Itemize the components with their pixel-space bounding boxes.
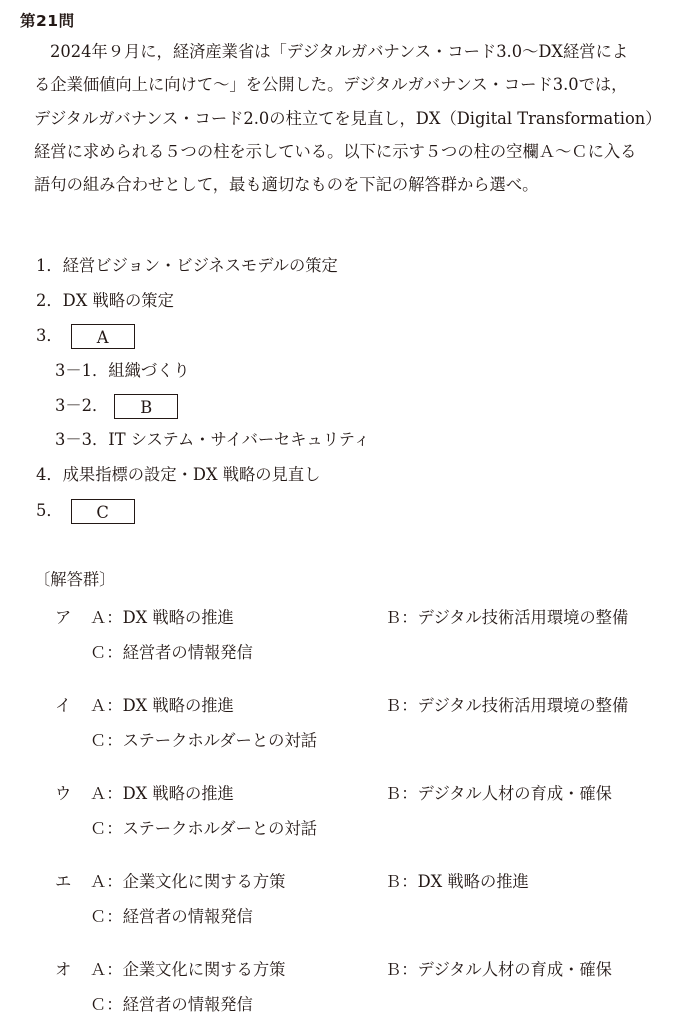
option-label: ア [55, 608, 72, 627]
option-b-text: Ｂ：DX 戦略の推進 [385, 872, 529, 891]
pillar-item-2 [36, 290, 174, 312]
pillar-number: 3－1． [55, 361, 109, 380]
paragraph-line: 語句の組み合わせとして，最も適切なものを下記の解答群から選べ。 [34, 175, 539, 195]
pillar-item-4 [36, 464, 320, 486]
option-a-text: Ａ：企業文化に関する方策 [90, 872, 286, 891]
option-b-text: Ｂ：デジタル技術活用環境の整備 [385, 696, 629, 715]
question-title: 第21問 [20, 12, 75, 30]
option-label: ウ [55, 784, 72, 803]
pillar-text: 経営ビジョン・ビジネスモデルの策定 [62, 256, 338, 275]
pillar-text: 成果指標の設定・DX 戦略の見直し [62, 465, 321, 484]
option-a-text: Ａ：企業文化に関する方策 [90, 960, 286, 979]
option-b-text: Ｂ：デジタル技術活用環境の整備 [385, 608, 629, 627]
answer-group-header: 〔解答群〕 [34, 570, 116, 589]
pillar-item-5 [36, 499, 135, 524]
question-paragraph [34, 35, 689, 201]
pillar-number: 3－2． [55, 396, 109, 415]
pillar-item-3-2 [55, 394, 178, 419]
option-label: オ [55, 960, 72, 979]
pillar-text: 組織づくり [108, 361, 190, 380]
option-b-text: Ｂ：デジタル人材の育成・確保 [385, 960, 612, 979]
pillar-item-3-3 [55, 429, 370, 451]
blank-box-b: B [114, 394, 178, 419]
pillar-number: 3－3． [55, 430, 109, 449]
pillar-number: 5． [36, 501, 63, 520]
pillar-text: IT システム・サイバーセキュリティ [108, 430, 370, 449]
pillar-item-3-1 [55, 360, 190, 382]
option-c-text: Ｃ：ステークホルダーとの対話 [90, 819, 317, 838]
blank-box-c: C [71, 499, 135, 524]
option-c-text: Ｃ：経営者の情報発信 [90, 643, 253, 662]
paragraph-line: る企業価値向上に向けて〜」を公開した。デジタルガバナンス・コード3.0では， [34, 75, 628, 95]
option-c-text: Ｃ：経営者の情報発信 [90, 995, 253, 1014]
option-a-text: Ａ：DX 戦略の推進 [90, 608, 234, 627]
pillar-item-1 [36, 255, 338, 277]
paragraph-line: 経営に求められる５つの柱を示している。以下に示す５つの柱の空欄Ａ〜Ｃに入る [34, 141, 637, 161]
option-c-text: Ｃ：経営者の情報発信 [90, 907, 253, 926]
option-label: エ [55, 872, 72, 891]
option-label: イ [55, 696, 72, 715]
pillar-number: 2． [36, 291, 63, 310]
blank-box-a: A [71, 324, 135, 349]
pillar-item-3 [36, 324, 135, 349]
option-b-text: Ｂ：デジタル人材の育成・確保 [385, 784, 612, 803]
option-a-text: Ａ：DX 戦略の推進 [90, 696, 234, 715]
paragraph-line: 2024年９月に，経済産業省は「デジタルガバナンス・コード3.0〜DX経営によ [50, 42, 629, 61]
option-c-text: Ｃ：ステークホルダーとの対話 [90, 731, 317, 750]
pillar-number: 4． [36, 465, 63, 484]
option-a-text: Ａ：DX 戦略の推進 [90, 784, 234, 803]
pillar-text: DX 戦略の策定 [62, 291, 174, 310]
pillar-number: 1． [36, 256, 63, 275]
paragraph-line: デジタルガバナンス・コード2.0の柱立てを見直し，DX（Digital Transformation） [34, 108, 662, 128]
pillar-number: 3． [36, 326, 63, 345]
